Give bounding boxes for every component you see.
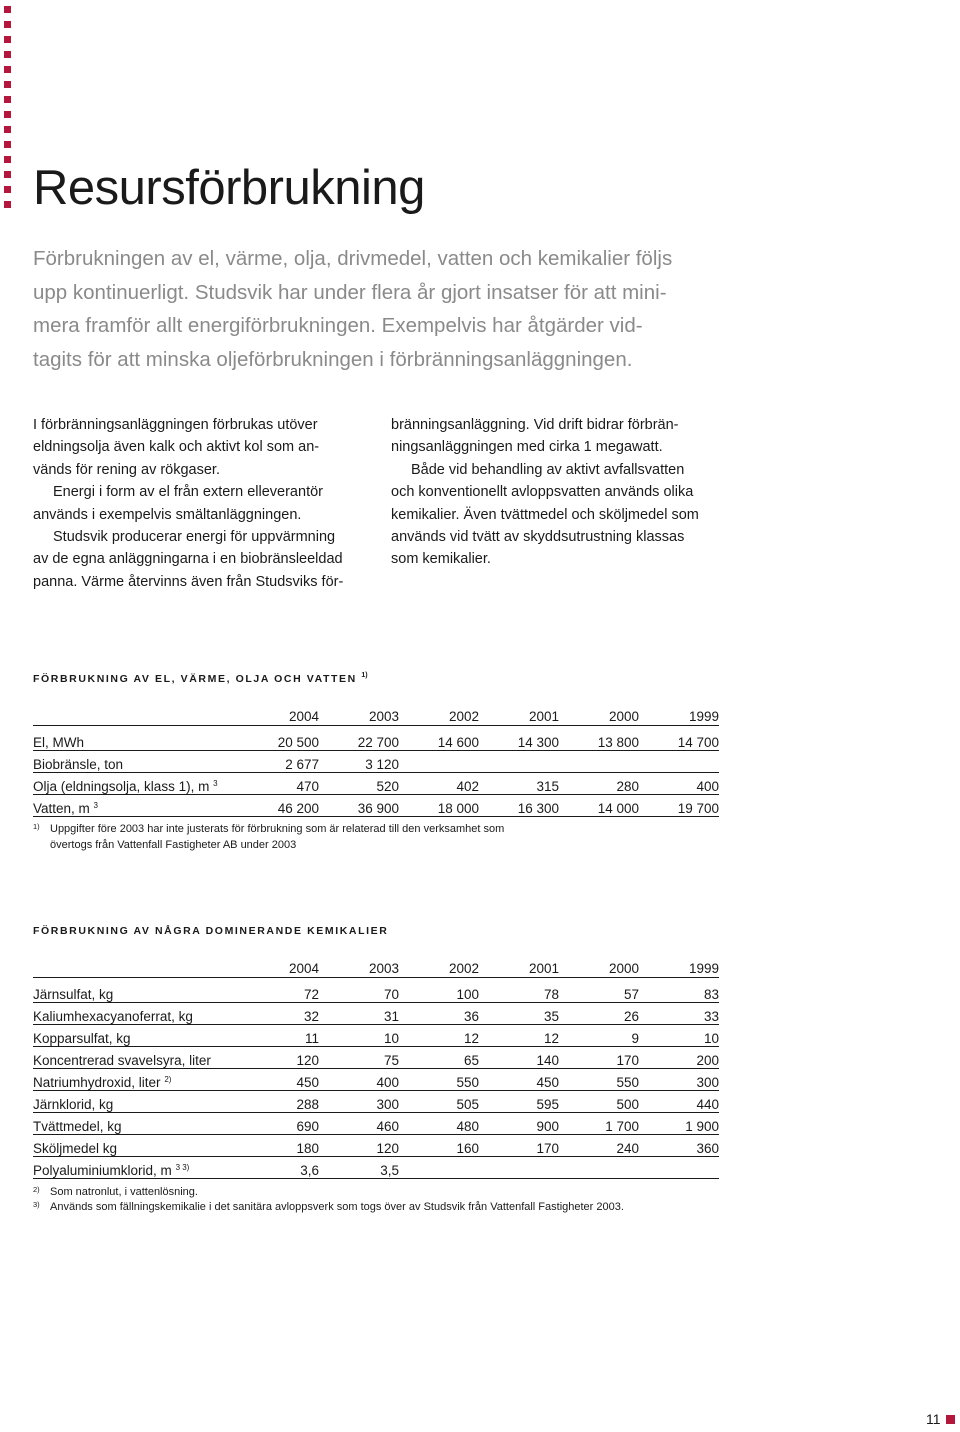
table-cell: 1 900 <box>685 1119 719 1134</box>
page-marker-square <box>946 1415 955 1424</box>
table-row <box>33 726 719 751</box>
year-header: 2004 <box>288 961 319 976</box>
body-column-right <box>391 414 721 571</box>
table-energy-water <box>33 700 719 817</box>
table-row <box>33 1135 719 1157</box>
table-cell: 240 <box>616 1141 639 1156</box>
table-row <box>33 978 719 1003</box>
table-cell: 402 <box>456 779 479 794</box>
table-cell: 550 <box>616 1075 639 1090</box>
table-cell: 550 <box>456 1075 479 1090</box>
table2-footnote-2 <box>33 1185 198 1201</box>
row-label <box>33 1069 239 1091</box>
row-label-text: Kopparsulfat, kg <box>33 1031 131 1046</box>
body-line: av de egna anläggningarna i en biobränsleeldad <box>33 551 343 568</box>
year-header: 2000 <box>608 961 639 976</box>
body-line: som kemikalier. <box>391 551 491 568</box>
table-cell: 520 <box>376 779 399 794</box>
footnote-line: Som natronlut, i vattenlösning. <box>50 1186 198 1198</box>
footnote-marker: 3) <box>33 1200 40 1209</box>
table-cell: 450 <box>296 1075 319 1090</box>
row-label <box>33 1003 239 1025</box>
row-label-text: Kaliumhexacyanoferrat, kg <box>33 1009 193 1024</box>
decorative-square-column <box>4 6 12 216</box>
row-label-sup: 3 <box>213 779 218 788</box>
body-line: eldningsolja även kalk och aktivt kol som an- <box>33 439 320 456</box>
body-line: används vid tvätt av skyddsutrustning klassas <box>391 529 685 546</box>
lead-paragraph <box>33 242 733 376</box>
lead-line: tagits för att minska oljeförbrukningen i förbränningsanläggningen. <box>33 347 633 371</box>
table-cell: 360 <box>696 1141 719 1156</box>
table-cell: 3,5 <box>380 1163 399 1178</box>
year-header: 2003 <box>368 709 399 724</box>
row-label-text: Sköljmedel kg <box>33 1141 118 1156</box>
table-header-row <box>33 952 719 978</box>
body-line: Både vid behandling av aktivt avfallsvatten <box>411 461 685 478</box>
table1-footnote <box>33 822 504 853</box>
row-label-text: Olja (eldningsolja, klass 1), m <box>33 779 210 794</box>
year-header: 1999 <box>688 961 719 976</box>
table-cell: 900 <box>536 1119 559 1134</box>
year-header: 2002 <box>448 709 479 724</box>
row-label-text: Biobränsle, ton <box>33 757 124 772</box>
table-cell <box>479 751 559 773</box>
footnote-marker: 2) <box>33 1185 40 1194</box>
footnote-line: Används som fällningskemikalie i det sanitära avloppsverk som togs över av Studsvik från Vattenfall Fastigheter 2003. <box>50 1201 624 1213</box>
body-line: vänds för rening av rökgaser. <box>33 461 220 478</box>
row-label-text: Tvättmedel, kg <box>33 1119 122 1134</box>
footnote-line: övertogs från Vattenfall Fastigheter AB under 2003 <box>50 838 297 851</box>
table-row <box>33 795 719 817</box>
table-cell: 120 <box>296 1053 319 1068</box>
table-cell: 14 600 <box>437 735 479 750</box>
table-row <box>33 1157 719 1179</box>
table-cell: 315 <box>536 779 559 794</box>
year-header: 2003 <box>368 961 399 976</box>
table-cell <box>639 751 719 773</box>
table-row <box>33 1069 719 1091</box>
table-cell: 14 000 <box>597 801 639 816</box>
decor-square <box>4 126 11 133</box>
table-cell: 83 <box>703 987 719 1002</box>
body-line: bränningsanläggning. Vid drift bidrar förbrän- <box>391 417 679 433</box>
table-cell: 170 <box>536 1141 559 1156</box>
row-label-sup: 3 3) <box>175 1163 190 1172</box>
body-line: kemikalier. Även tvättmedel och sköljmedel som <box>391 506 699 523</box>
body-line: och konventionellt avloppsvatten används olika <box>391 484 694 501</box>
table-cell: 19 700 <box>677 801 719 816</box>
table-row <box>33 1113 719 1135</box>
table1-heading <box>33 672 368 685</box>
year-header: 2004 <box>288 709 319 724</box>
table-cell: 10 <box>383 1031 399 1046</box>
table-cell <box>399 751 479 773</box>
table-cell: 9 <box>631 1031 639 1046</box>
table-row <box>33 1025 719 1047</box>
page-number: 11 <box>926 1411 941 1427</box>
table-cell: 31 <box>383 1009 399 1024</box>
body-line: Studsvik producerar energi för uppvärmning <box>53 529 336 546</box>
table-row <box>33 773 719 795</box>
lead-line: upp kontinuerligt. Studsvik har under flera år gjort insatser för att mini- <box>33 280 667 304</box>
row-label <box>33 1091 239 1113</box>
table-cell: 22 700 <box>357 735 399 750</box>
table-row <box>33 751 719 773</box>
table-header-row <box>33 700 719 726</box>
table1-body <box>33 726 719 817</box>
table-cell: 20 500 <box>277 735 319 750</box>
table-cell: 65 <box>463 1053 479 1068</box>
row-label <box>33 1157 239 1179</box>
table-cell: 440 <box>696 1097 719 1112</box>
table-cell <box>559 751 639 773</box>
table-cell: 26 <box>623 1009 639 1024</box>
table-cell <box>479 1157 559 1179</box>
year-header: 2001 <box>528 709 559 724</box>
table-cell: 72 <box>303 987 319 1002</box>
table2-heading-text: FÖRBRUKNING AV NÅGRA DOMINERANDE KEMIKALIER <box>33 925 389 937</box>
table-row <box>33 1047 719 1069</box>
table-header-label <box>33 700 239 726</box>
table-cell: 10 <box>703 1031 719 1046</box>
decor-square <box>4 96 11 103</box>
table-cell: 180 <box>296 1141 319 1156</box>
table-cell: 16 300 <box>517 801 559 816</box>
decor-square <box>4 156 11 163</box>
body-line: Energi i form av el från extern elleverantör <box>53 484 323 501</box>
table2-body <box>33 978 719 1179</box>
table-cell: 300 <box>696 1075 719 1090</box>
year-header: 1999 <box>688 709 719 724</box>
table-cell: 480 <box>456 1119 479 1134</box>
table-cell: 160 <box>456 1141 479 1156</box>
table-cell: 12 <box>463 1031 479 1046</box>
table-cell: 36 <box>463 1009 479 1024</box>
table-cell: 288 <box>296 1097 319 1112</box>
table-cell: 400 <box>376 1075 399 1090</box>
table-cell: 200 <box>696 1053 719 1068</box>
row-label-text: Järnsulfat, kg <box>33 987 114 1002</box>
table1-heading-sup: 1) <box>361 672 368 679</box>
decor-square <box>4 66 11 73</box>
table1-heading-text: FÖRBRUKNING AV EL, VÄRME, OLJA OCH VATTEN <box>33 673 357 685</box>
row-label <box>33 751 239 773</box>
row-label-sup: 3 <box>93 801 98 810</box>
table-cell: 100 <box>456 987 479 1002</box>
body-line: panna. Värme återvinns även från Studsviks för- <box>33 573 344 590</box>
table-row <box>33 1003 719 1025</box>
page-title: Resursförbrukning <box>33 161 425 215</box>
lead-line: Förbrukningen av el, värme, olja, drivmedel, vatten och kemikalier följs <box>33 247 673 270</box>
table-cell: 57 <box>623 987 639 1002</box>
table-cell: 78 <box>543 987 559 1002</box>
table-cell: 18 000 <box>437 801 479 816</box>
table-cell: 70 <box>383 987 399 1002</box>
table2-heading <box>33 925 388 937</box>
table-cell: 470 <box>296 779 319 794</box>
row-label <box>33 978 239 1003</box>
footnote-line: Uppgifter före 2003 har inte justerats för förbrukning som är relaterad till den verksamhet som <box>50 823 505 835</box>
body-line: används i exempelvis smältanläggningen. <box>33 506 302 523</box>
table-cell: 3,6 <box>300 1163 319 1178</box>
row-label-text: Koncentrerad svavelsyra, liter <box>33 1053 211 1068</box>
table-cell: 505 <box>456 1097 479 1112</box>
table-cell: 300 <box>376 1097 399 1112</box>
table-cell: 35 <box>543 1009 559 1024</box>
row-label-text: Vatten, m <box>33 801 90 816</box>
decor-square <box>4 111 11 118</box>
decor-square <box>4 36 11 43</box>
body-line: ningsanläggningen med cirka 1 megawatt. <box>391 439 663 456</box>
table-cell: 11 <box>304 1031 319 1046</box>
row-label-text: Järnklorid, kg <box>33 1097 114 1112</box>
year-header: 2001 <box>528 961 559 976</box>
decor-square <box>4 186 11 193</box>
footnote-marker: 1) <box>33 822 40 831</box>
row-label-sup: 2) <box>164 1075 172 1084</box>
year-header: 2002 <box>448 961 479 976</box>
row-label <box>33 726 239 751</box>
table-cell: 140 <box>536 1053 559 1068</box>
table-chemicals <box>33 952 719 1179</box>
table-cell: 36 900 <box>357 801 399 816</box>
row-label <box>33 1135 239 1157</box>
table-cell: 280 <box>616 779 639 794</box>
table-cell: 75 <box>383 1053 399 1068</box>
row-label <box>33 1047 239 1069</box>
decor-square <box>4 6 11 13</box>
table-cell: 3 120 <box>365 757 399 772</box>
table-cell <box>559 1157 639 1179</box>
row-label-text: Natriumhydroxid, liter <box>33 1075 161 1090</box>
table-cell: 500 <box>616 1097 639 1112</box>
row-label <box>33 1113 239 1135</box>
decor-square <box>4 201 11 208</box>
body-column-left <box>33 414 363 593</box>
table-cell: 14 700 <box>677 735 719 750</box>
decor-square <box>4 51 11 58</box>
table-cell: 32 <box>303 1009 319 1024</box>
table-cell: 14 300 <box>517 735 559 750</box>
table-cell: 12 <box>543 1031 559 1046</box>
lead-line: mera framför allt energiförbrukningen. Exempelvis har åtgärder vid- <box>33 314 643 337</box>
decor-square <box>4 21 11 28</box>
row-label-text: El, MWh <box>33 735 85 750</box>
table-cell: 120 <box>376 1141 399 1156</box>
table-row <box>33 1091 719 1113</box>
table-cell: 400 <box>696 779 719 794</box>
table-cell: 46 200 <box>277 801 319 816</box>
table-cell <box>639 1157 719 1179</box>
row-label <box>33 795 239 817</box>
decor-square <box>4 171 11 178</box>
year-header: 2000 <box>608 709 639 724</box>
decor-square <box>4 81 11 88</box>
decor-square <box>4 141 11 148</box>
table-cell: 690 <box>296 1119 319 1134</box>
row-label <box>33 773 239 795</box>
table-cell: 460 <box>376 1119 399 1134</box>
table-cell: 13 800 <box>597 735 639 750</box>
row-label <box>33 1025 239 1047</box>
table-cell: 170 <box>616 1053 639 1068</box>
table-cell: 1 700 <box>605 1119 639 1134</box>
row-label-text: Polyaluminiumklorid, m <box>33 1163 172 1178</box>
table-cell: 2 677 <box>285 757 319 772</box>
table-header-label <box>33 952 239 978</box>
table2-footnote-3 <box>33 1200 624 1216</box>
table-cell: 33 <box>703 1009 719 1024</box>
table-cell: 595 <box>536 1097 559 1112</box>
table-cell: 450 <box>536 1075 559 1090</box>
table-cell <box>399 1157 479 1179</box>
body-line: I förbränningsanläggningen förbrukas utöver <box>33 417 318 433</box>
